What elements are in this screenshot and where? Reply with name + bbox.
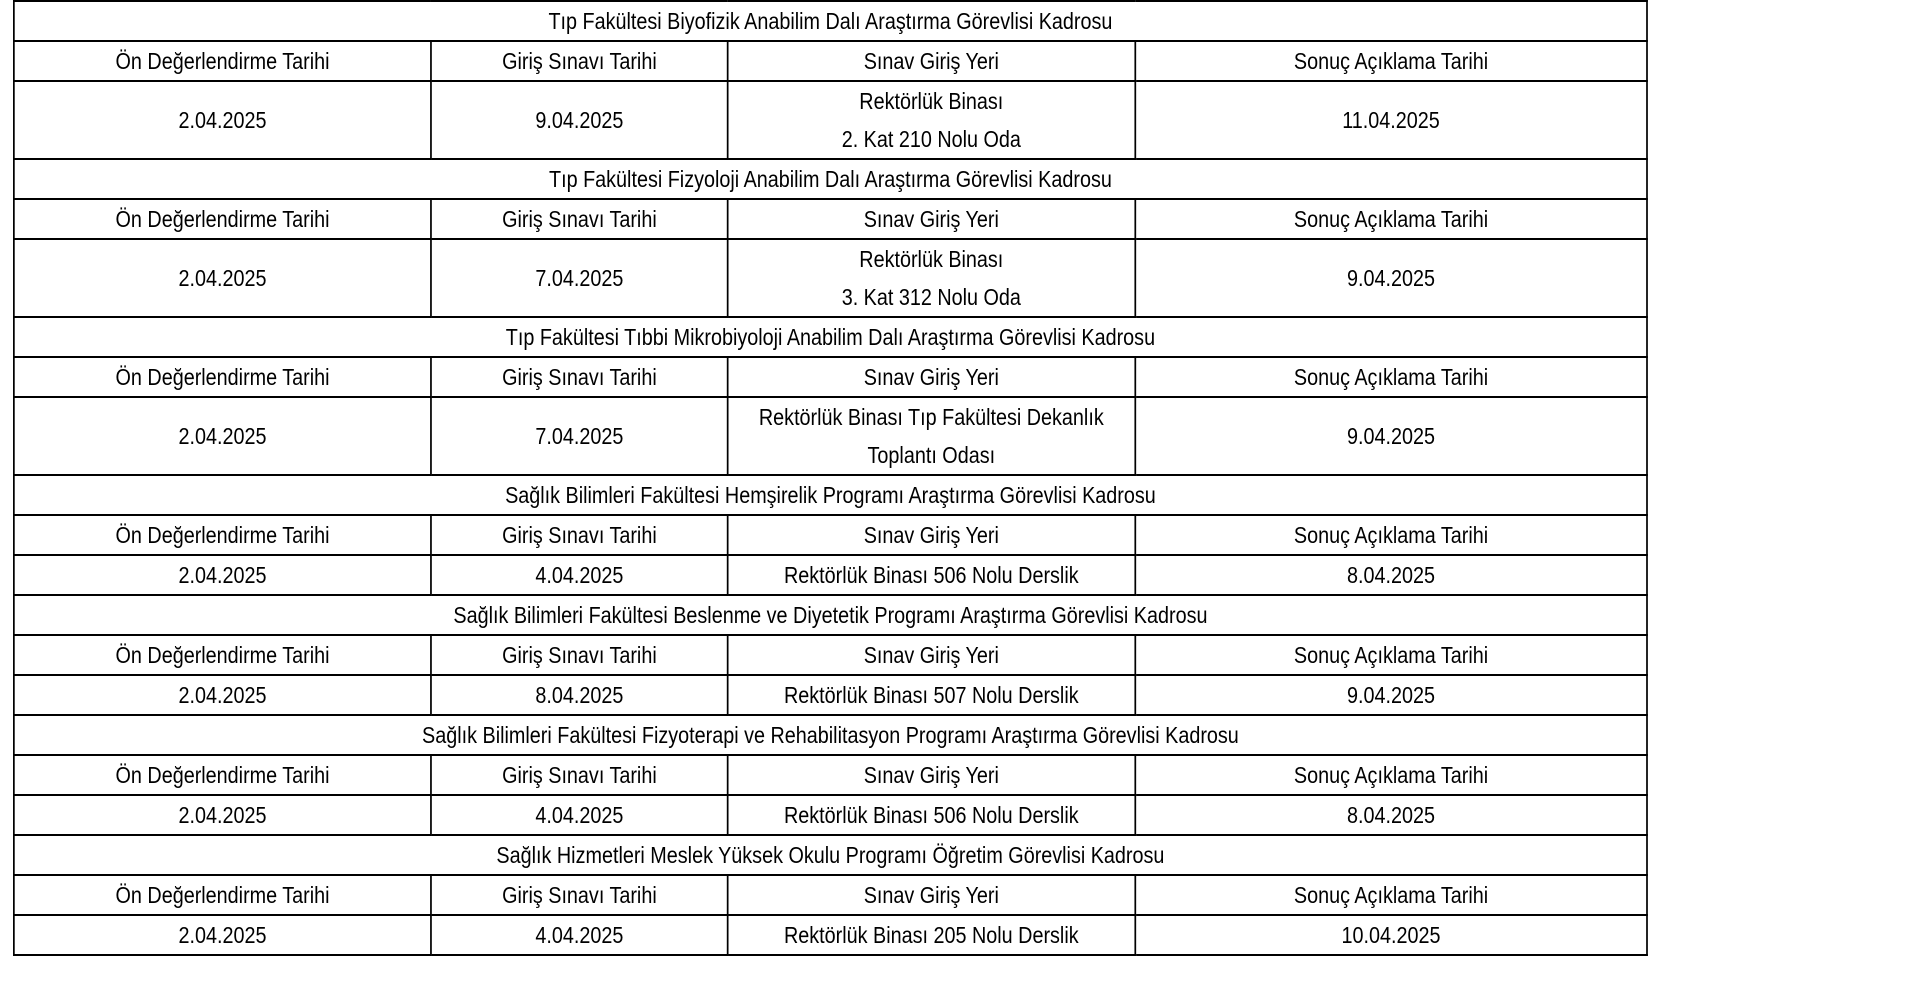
header-pre-evaluation-date: Ön Değerlendirme Tarihi: [14, 755, 431, 795]
header-entrance-exam-date: Giriş Sınavı Tarihi: [431, 41, 727, 81]
header-pre-evaluation-date: Ön Değerlendirme Tarihi: [14, 357, 431, 397]
section-title: Sağlık Bilimleri Fakültesi Beslenme ve Diyetetik Programı Araştırma Görevlisi Kadrosu: [14, 595, 1647, 635]
column-header-row: [14, 755, 1647, 795]
section-title: Tıp Fakültesi Tıbbi Mikrobiyoloji Anabilim Dalı Araştırma Görevlisi Kadrosu: [14, 317, 1647, 357]
header-exam-location: Sınav Giriş Yeri: [728, 875, 1135, 915]
result-date: 11.04.2025: [1135, 81, 1647, 159]
exam-location-line: Toplantı Odası: [867, 442, 996, 468]
section-title-row: [14, 835, 1647, 875]
header-result-date: Sonuç Açıklama Tarihi: [1135, 755, 1647, 795]
column-header-row: [14, 515, 1647, 555]
result-date: 9.04.2025: [1135, 397, 1647, 475]
header-entrance-exam-date: Giriş Sınavı Tarihi: [431, 357, 727, 397]
entrance-exam-date: 8.04.2025: [431, 675, 727, 715]
section-title: Tıp Fakültesi Biyofizik Anabilim Dalı Araştırma Görevlisi Kadrosu: [14, 1, 1647, 41]
header-result-date: Sonuç Açıklama Tarihi: [1135, 875, 1647, 915]
header-pre-evaluation-date: Ön Değerlendirme Tarihi: [14, 515, 431, 555]
header-result-date: Sonuç Açıklama Tarihi: [1135, 357, 1647, 397]
entrance-exam-date: 4.04.2025: [431, 795, 727, 835]
result-date: 8.04.2025: [1135, 555, 1647, 595]
entrance-exam-date: 4.04.2025: [431, 555, 727, 595]
exam-location: [728, 397, 1135, 475]
header-exam-location: Sınav Giriş Yeri: [728, 199, 1135, 239]
header-result-date: Sonuç Açıklama Tarihi: [1135, 515, 1647, 555]
column-header-row: [14, 875, 1647, 915]
header-exam-location: Sınav Giriş Yeri: [728, 515, 1135, 555]
section-title-row: [14, 317, 1647, 357]
column-header-row: [14, 635, 1647, 675]
table-row: [14, 675, 1647, 715]
entrance-exam-date: 4.04.2025: [431, 915, 727, 955]
pre-evaluation-date: 2.04.2025: [14, 81, 431, 159]
pre-evaluation-date: 2.04.2025: [14, 675, 431, 715]
header-result-date: Sonuç Açıklama Tarihi: [1135, 41, 1647, 81]
header-entrance-exam-date: Giriş Sınavı Tarihi: [431, 875, 727, 915]
header-exam-location: Sınav Giriş Yeri: [728, 755, 1135, 795]
column-header-row: [14, 41, 1647, 81]
exam-location: Rektörlük Binası 205 Nolu Derslik: [728, 915, 1135, 955]
exam-location-line: 3. Kat 312 Nolu Oda: [841, 284, 1021, 310]
pre-evaluation-date: 2.04.2025: [14, 555, 431, 595]
header-pre-evaluation-date: Ön Değerlendirme Tarihi: [14, 635, 431, 675]
table-row: [14, 915, 1647, 955]
column-header-row: [14, 357, 1647, 397]
exam-location: Rektörlük Binası 506 Nolu Derslik: [728, 795, 1135, 835]
exam-location: [728, 239, 1135, 317]
exam-location-line: Rektörlük Binası: [859, 246, 1004, 272]
result-date: 9.04.2025: [1135, 239, 1647, 317]
pre-evaluation-date: 2.04.2025: [14, 397, 431, 475]
section-title: Sağlık Bilimleri Fakültesi Fizyoterapi ve Rehabilitasyon Programı Araştırma Görevlisi Kadrosu: [14, 715, 1647, 755]
table-row: [14, 555, 1647, 595]
result-date: 8.04.2025: [1135, 795, 1647, 835]
header-entrance-exam-date: Giriş Sınavı Tarihi: [431, 515, 727, 555]
entrance-exam-date: 9.04.2025: [431, 81, 727, 159]
section-title-row: [14, 475, 1647, 515]
exam-location-line: 2. Kat 210 Nolu Oda: [841, 126, 1021, 152]
exam-location: Rektörlük Binası 506 Nolu Derslik: [728, 555, 1135, 595]
section-title-row: [14, 595, 1647, 635]
header-entrance-exam-date: Giriş Sınavı Tarihi: [431, 755, 727, 795]
header-pre-evaluation-date: Ön Değerlendirme Tarihi: [14, 199, 431, 239]
header-pre-evaluation-date: Ön Değerlendirme Tarihi: [14, 875, 431, 915]
section-title-row: [14, 1, 1647, 41]
section-title: Sağlık Bilimleri Fakültesi Hemşirelik Programı Araştırma Görevlisi Kadrosu: [14, 475, 1647, 515]
pre-evaluation-date: 2.04.2025: [14, 915, 431, 955]
exam-location: [728, 81, 1135, 159]
table-row: [14, 397, 1647, 475]
result-date: 9.04.2025: [1135, 675, 1647, 715]
section-title: Sağlık Hizmetleri Meslek Yüksek Okulu Programı Öğretim Görevlisi Kadrosu: [14, 835, 1647, 875]
header-exam-location: Sınav Giriş Yeri: [728, 357, 1135, 397]
column-header-row: [14, 199, 1647, 239]
entrance-exam-date: 7.04.2025: [431, 397, 727, 475]
exam-location: Rektörlük Binası 507 Nolu Derslik: [728, 675, 1135, 715]
header-exam-location: Sınav Giriş Yeri: [728, 635, 1135, 675]
table-row: [14, 795, 1647, 835]
header-result-date: Sonuç Açıklama Tarihi: [1135, 199, 1647, 239]
header-pre-evaluation-date: Ön Değerlendirme Tarihi: [14, 41, 431, 81]
result-date: 10.04.2025: [1135, 915, 1647, 955]
exam-location-line: Rektörlük Binası: [859, 88, 1004, 114]
exam-schedule-table: [13, 0, 1648, 956]
table-row: [14, 81, 1647, 159]
entrance-exam-date: 7.04.2025: [431, 239, 727, 317]
section-title: Tıp Fakültesi Fizyoloji Anabilim Dalı Araştırma Görevlisi Kadrosu: [14, 159, 1647, 199]
table-row: [14, 239, 1647, 317]
header-entrance-exam-date: Giriş Sınavı Tarihi: [431, 199, 727, 239]
header-result-date: Sonuç Açıklama Tarihi: [1135, 635, 1647, 675]
pre-evaluation-date: 2.04.2025: [14, 239, 431, 317]
section-title-row: [14, 715, 1647, 755]
section-title-row: [14, 159, 1647, 199]
header-exam-location: Sınav Giriş Yeri: [728, 41, 1135, 81]
exam-location-line: Rektörlük Binası Tıp Fakültesi Dekanlık: [758, 404, 1104, 430]
pre-evaluation-date: 2.04.2025: [14, 795, 431, 835]
header-entrance-exam-date: Giriş Sınavı Tarihi: [431, 635, 727, 675]
